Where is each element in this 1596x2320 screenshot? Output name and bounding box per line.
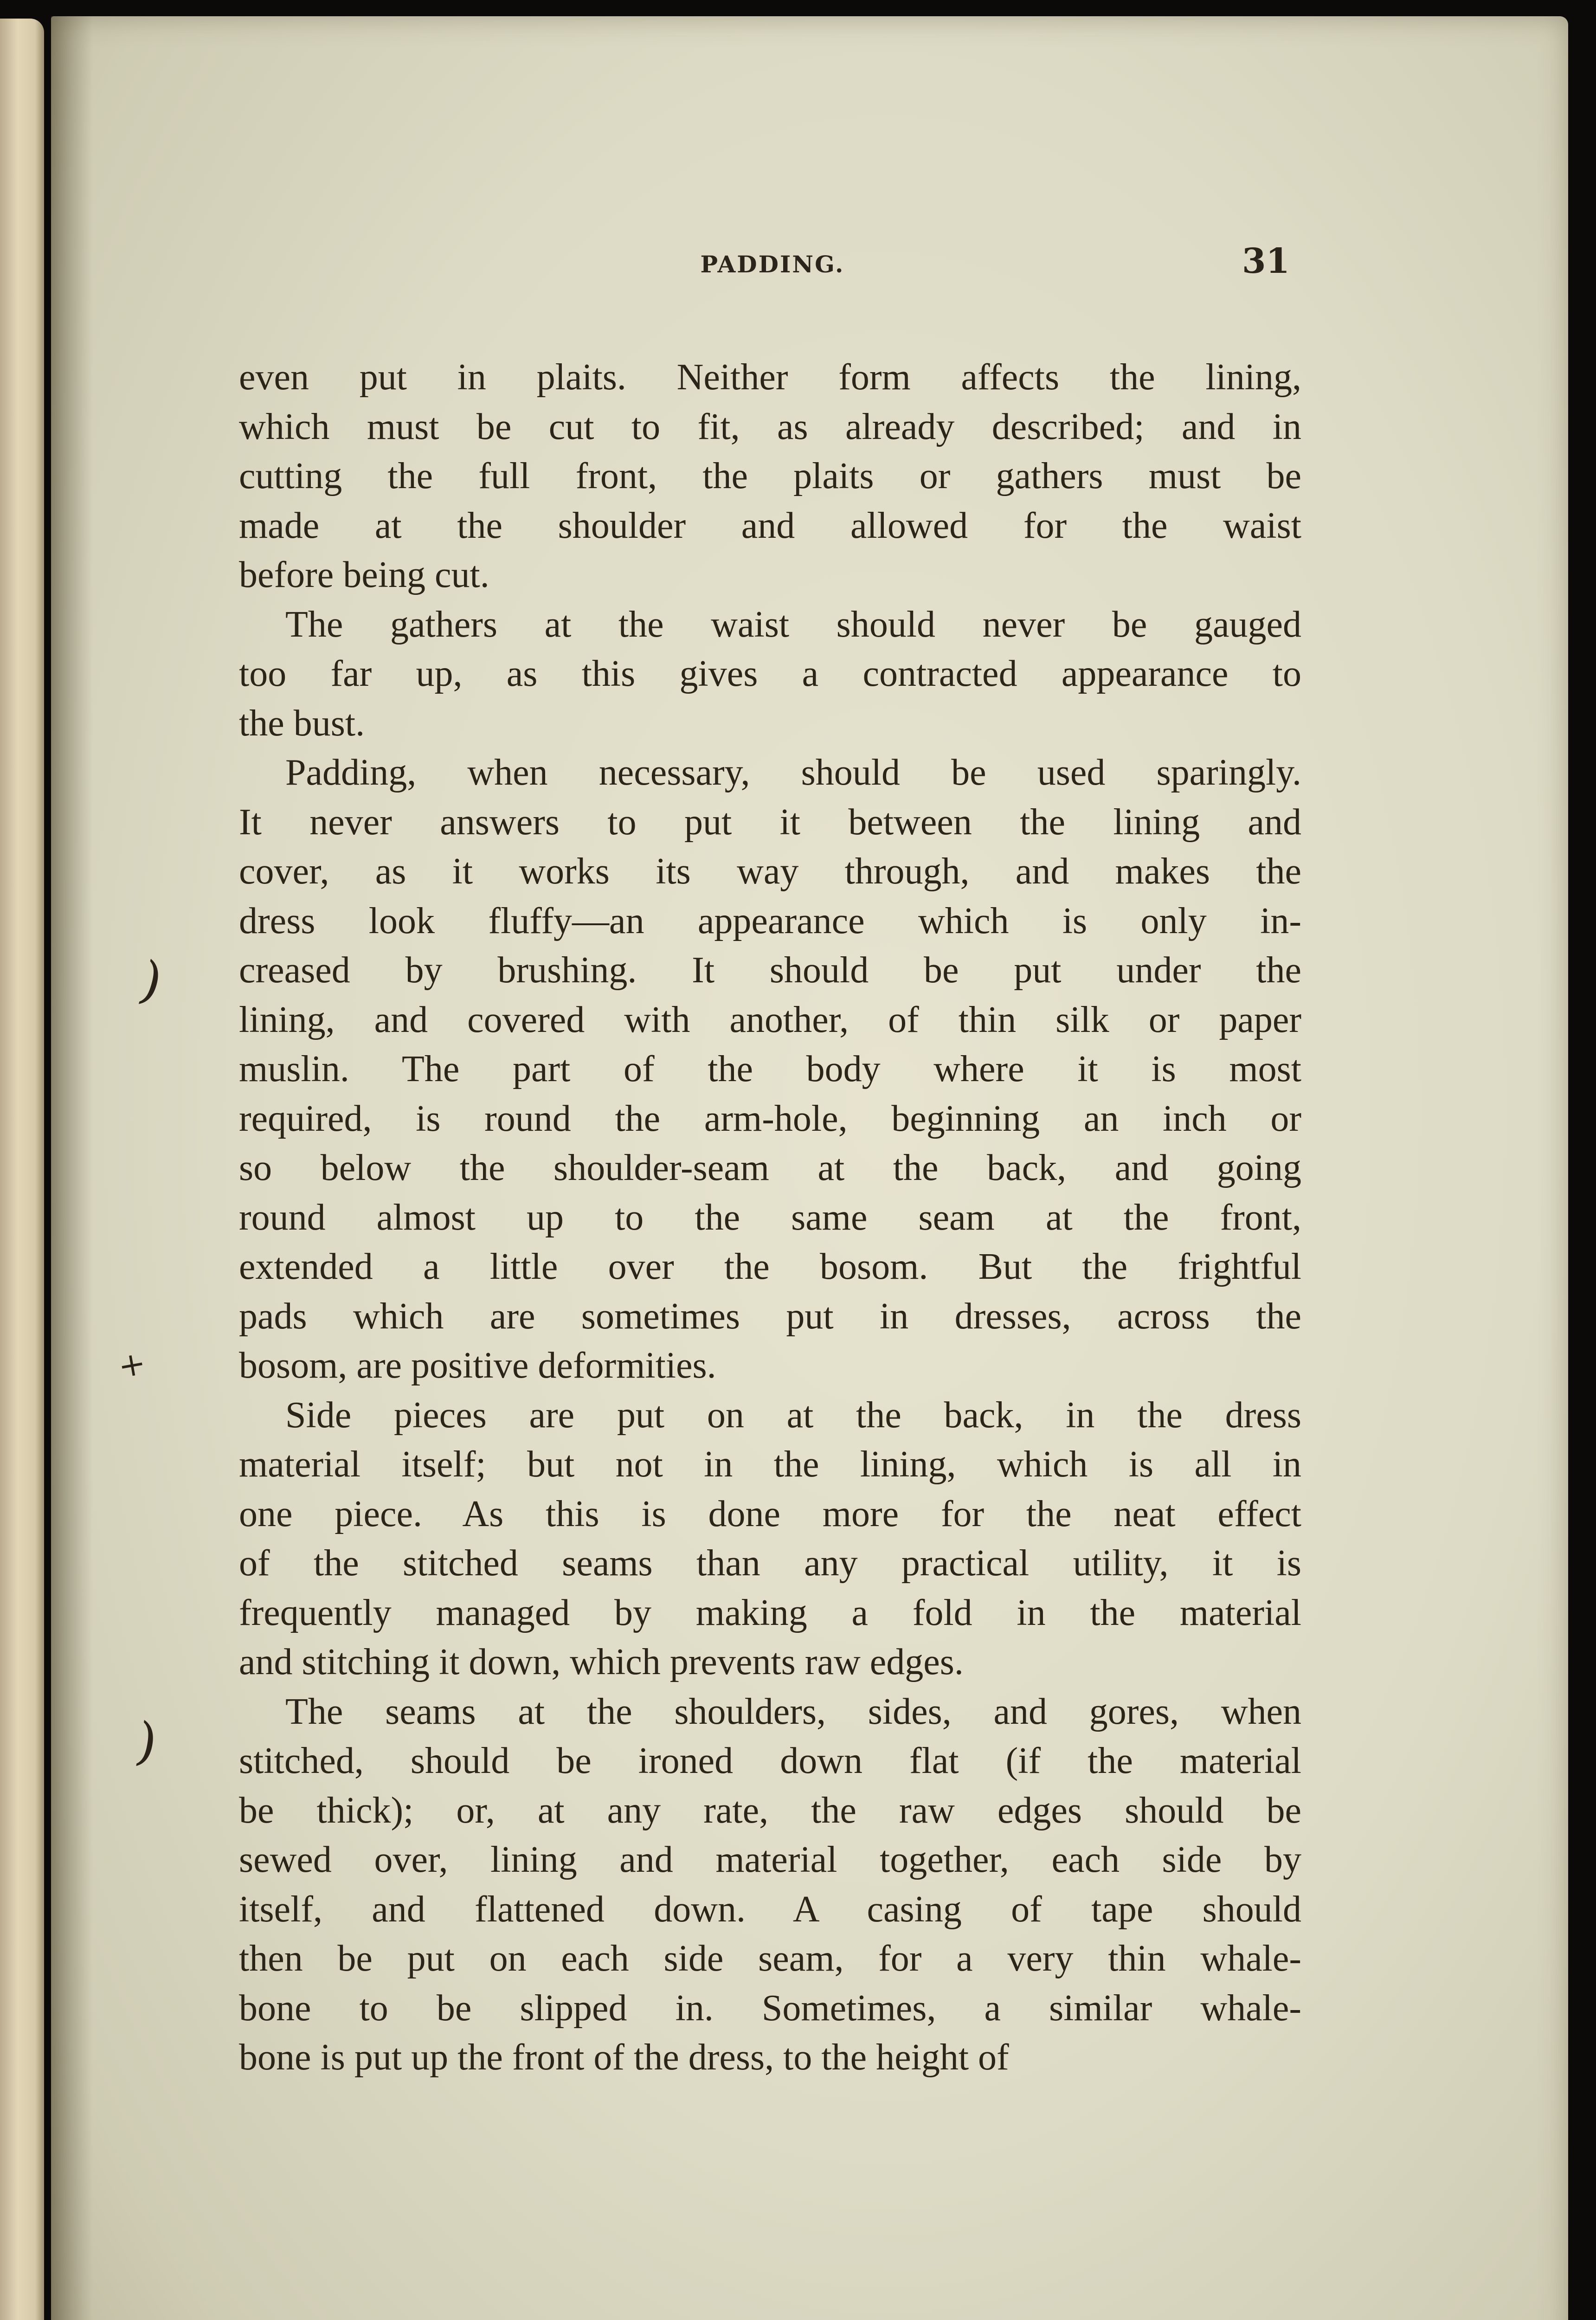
text-line: bosom, are positive deformities. — [239, 1345, 716, 1386]
text-line: creased by brushing. It should be put under the — [239, 950, 1301, 991]
text-line: before being cut. — [239, 554, 489, 595]
running-head: PADDING. — [700, 251, 845, 278]
text-line: sewed over, lining and material together, each side by — [239, 1839, 1301, 1880]
text-line: bone is put up the front of the dress, to the height of — [239, 2037, 1009, 2078]
text-line: bone to be slipped in. Sometimes, a similar whale- — [239, 1987, 1301, 2029]
text-line: be thick); or, at any rate, the raw edges should be — [239, 1790, 1301, 1831]
text-line: stitched, should be ironed down flat (if the material — [239, 1740, 1301, 1781]
text-line: The gathers at the waist should never be gauged — [285, 604, 1301, 645]
text-line: The seams at the shoulders, sides, and gores, when — [285, 1691, 1301, 1732]
text-line: one piece. As this is done more for the neat effect — [239, 1493, 1301, 1534]
page-number: 31 — [1242, 241, 1290, 281]
text-line: so below the shoulder-seam at the back, and going — [239, 1147, 1301, 1188]
text-line: cutting the full front, the plaits or gathers must be — [239, 456, 1301, 496]
text-line: round almost up to the same seam at the front, — [239, 1197, 1301, 1238]
text-line: muslin. The part of the body where it is most — [239, 1049, 1301, 1089]
text-line: pads which are sometimes put in dresses, across the — [239, 1295, 1301, 1337]
margin-pencil-mark: + — [115, 1343, 149, 1386]
text-line: lining, and covered with another, of thin silk or paper — [239, 999, 1301, 1040]
text-line: itself, and flattened down. A casing of tape should — [239, 1888, 1301, 1930]
text-line: made at the shoulder and allowed for the waist — [239, 505, 1301, 546]
text-line: material itself; but not in the lining, which is all in — [239, 1444, 1301, 1485]
text-line: extended a little over the bosom. But the frightful — [239, 1246, 1301, 1287]
text-line: the bust. — [239, 702, 365, 744]
text-line: It never answers to put it between the lining and — [239, 801, 1301, 843]
margin-pencil-mark: ) — [134, 949, 169, 1012]
text-line: dress look fluffy—an appearance which is only in- — [239, 900, 1301, 941]
text-line: even put in plaits. Neither form affects the lining, — [239, 357, 1301, 398]
text-line: too far up, as this gives a contracted appearance to — [239, 653, 1301, 694]
body-text — [239, 353, 1301, 2082]
text-line: of the stitched seams than any practical utility, it is — [239, 1543, 1301, 1584]
spine-shadow — [51, 16, 93, 2320]
text-line: which must be cut to fit, as already described; and in — [239, 406, 1301, 447]
text-line: then be put on each side seam, for a very thin whale- — [239, 1938, 1301, 1979]
previous-page-edge — [0, 19, 44, 2320]
text-line: and stitching it down, which prevents raw edges. — [239, 1642, 964, 1682]
text-line: Padding, when necessary, should be used sparingly. — [285, 752, 1301, 793]
margin-pencil-mark: ) — [132, 1711, 162, 1773]
text-line: frequently managed by making a fold in the material — [239, 1592, 1301, 1633]
text-line: cover, as it works its way through, and makes the — [239, 851, 1301, 892]
text-line: required, is round the arm-hole, beginning an inch or — [239, 1098, 1301, 1139]
text-line: Side pieces are put on at the back, in the dress — [285, 1394, 1301, 1436]
